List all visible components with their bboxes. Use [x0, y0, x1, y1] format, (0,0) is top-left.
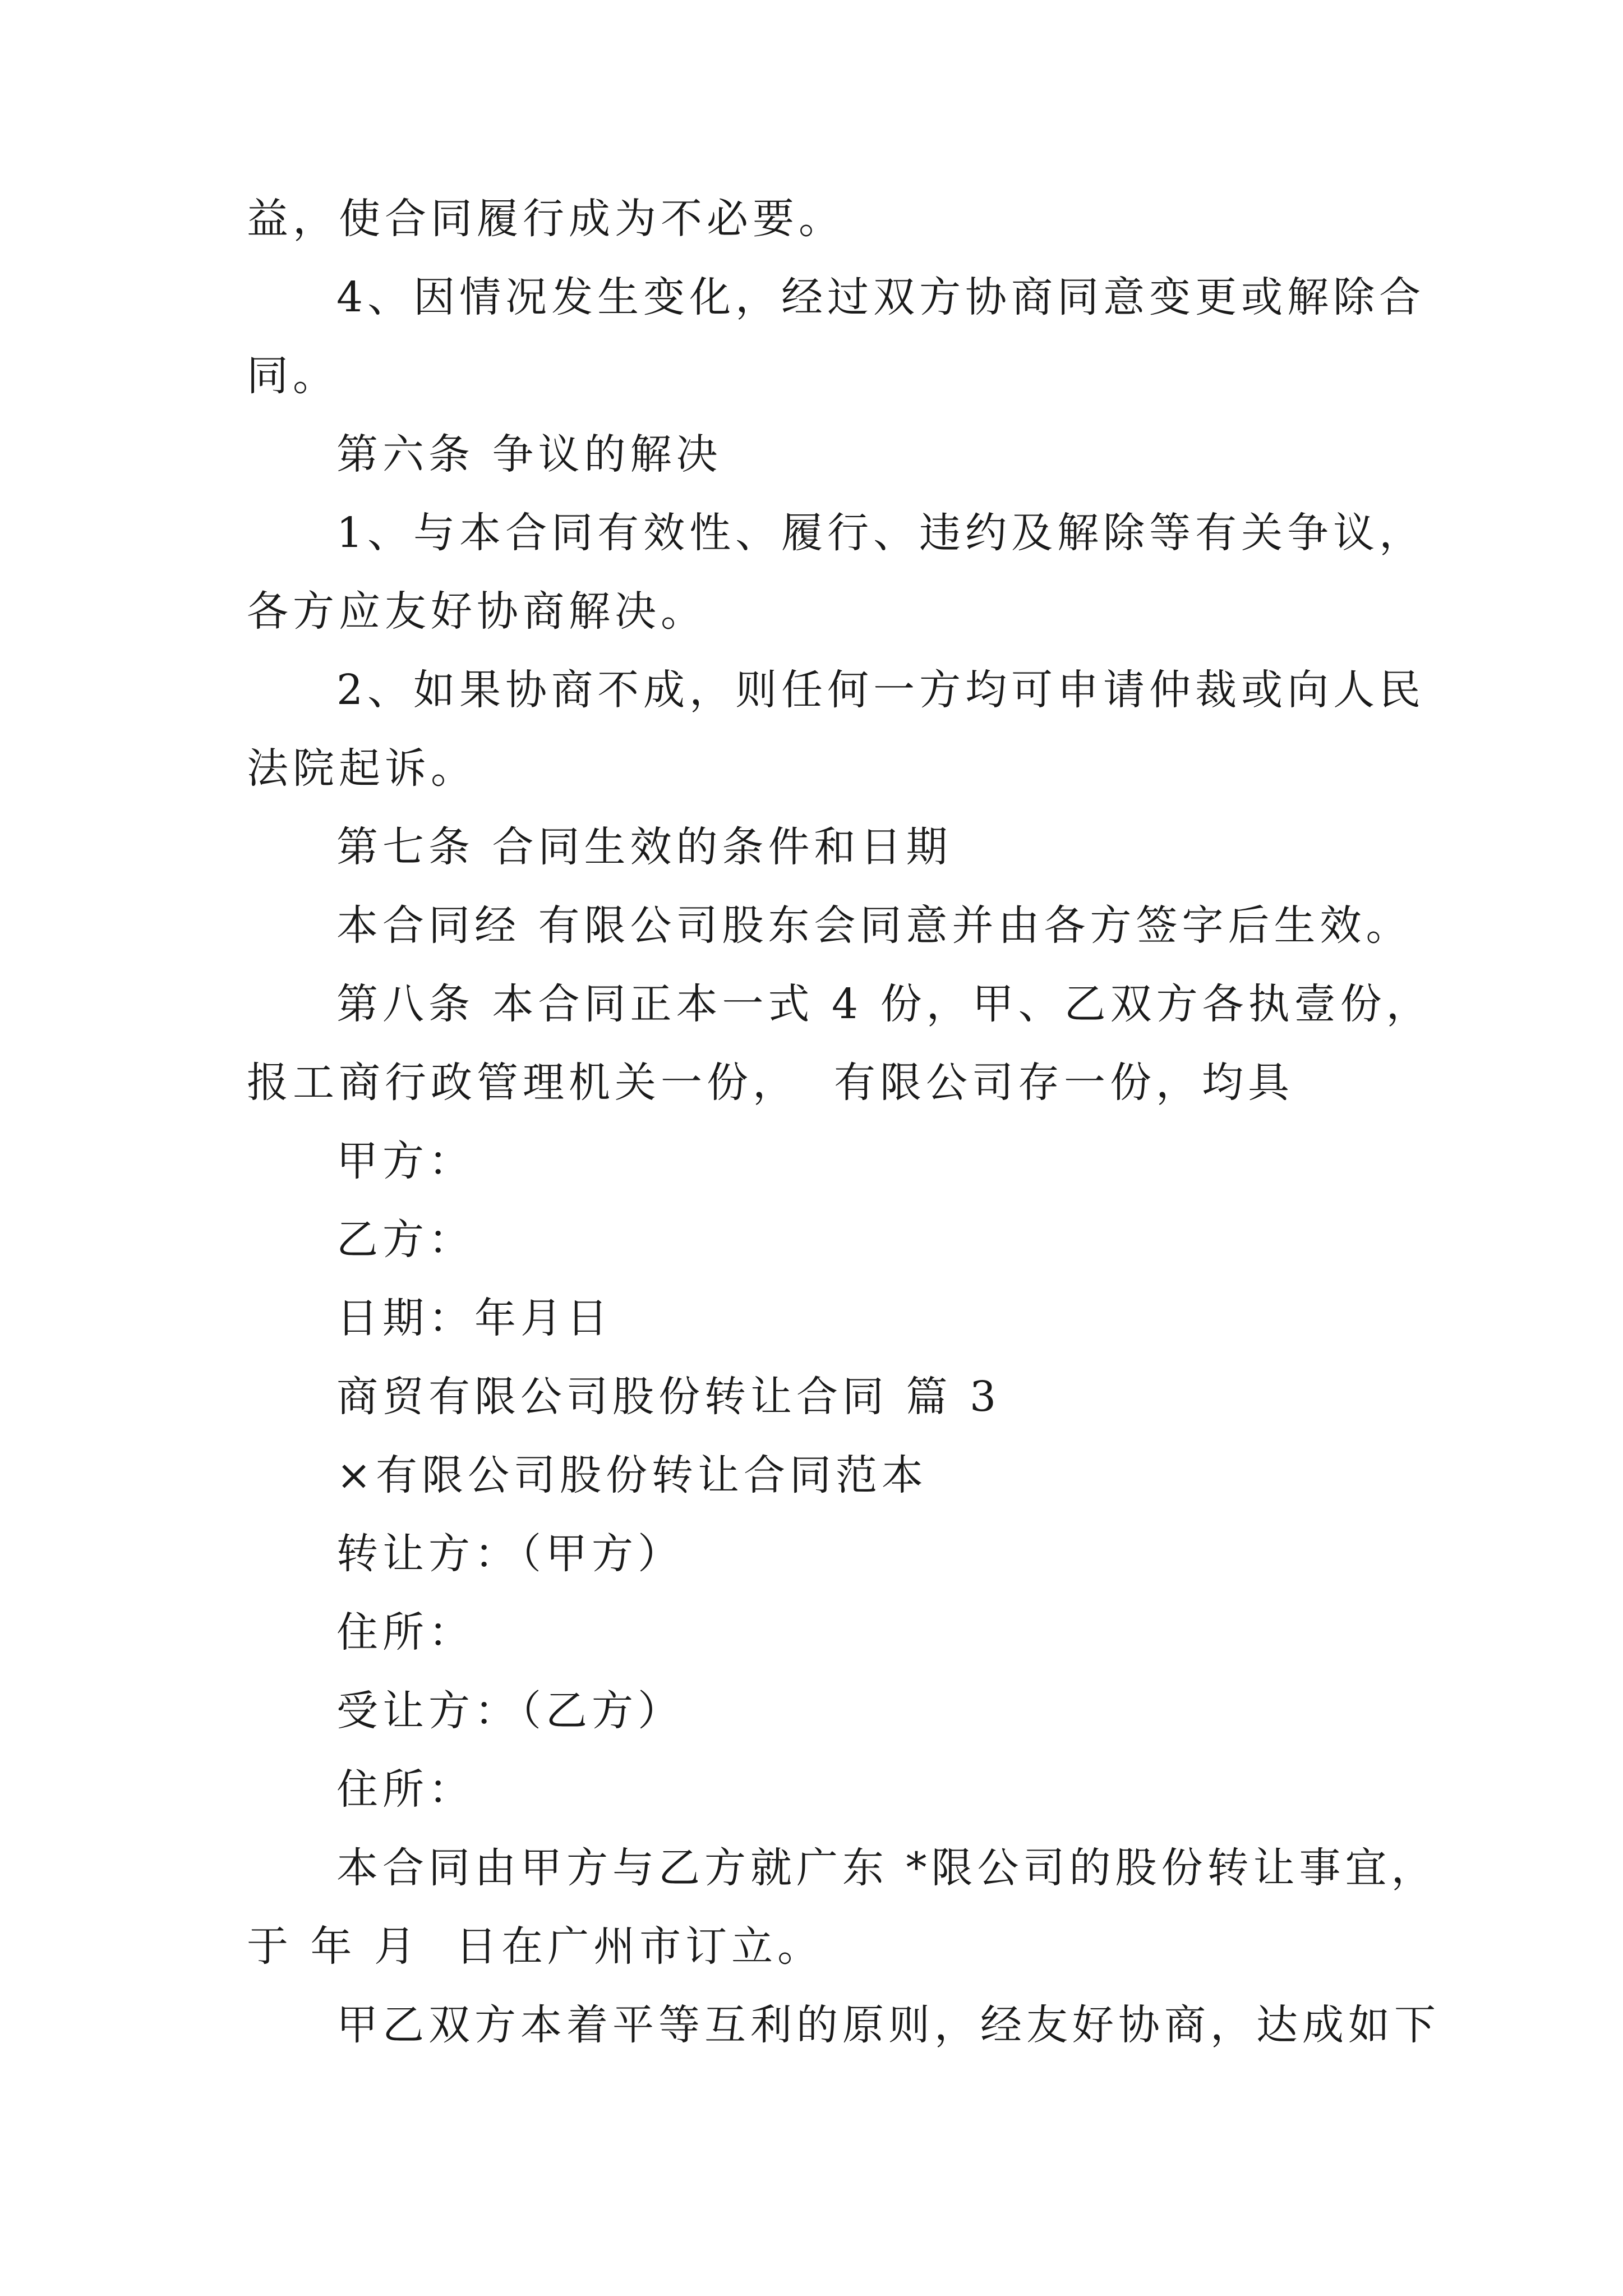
text-line: 法院起诉。: [247, 744, 477, 793]
address-label: 住所：: [336, 1608, 474, 1657]
address-label: 住所：: [336, 1765, 474, 1814]
text-line: 同。: [247, 352, 339, 400]
text-line: 本合同经 有限公司股东会同意并由各方签字后生效。: [336, 901, 1412, 950]
signature-label: 乙方：: [336, 1216, 474, 1264]
text-line: 报工商行政管理机关一份， 有限公司存一份，均具: [247, 1059, 1294, 1107]
document-title: 商贸有限公司股份转让合同 篇 3: [336, 1373, 1001, 1421]
party-label: 转让方：（甲方）: [336, 1530, 684, 1578]
text-line: 各方应友好协商解决。: [247, 587, 707, 636]
party-label: 受让方：（乙方）: [336, 1687, 684, 1735]
date-label: 日期：年月日: [336, 1294, 612, 1342]
text-line: 益，使合同履行成为不必要。: [247, 195, 845, 243]
document-subtitle: ×有限公司股份转让合同范本: [336, 1451, 928, 1499]
text-line: 1、与本合同有效性、履行、违约及解除等有关争议，: [336, 509, 1426, 557]
section-heading: 第七条 合同生效的条件和日期: [336, 823, 952, 871]
text-line: 第八条 本合同正本一式 4 份，甲、乙双方各执壹份，: [336, 980, 1432, 1028]
signature-label: 甲方：: [336, 1137, 474, 1185]
text-line: 4、因情况发生变化，经过双方协商同意变更或解除合: [336, 273, 1426, 321]
text-line: 本合同由甲方与乙方就广东 *限公司的股份转让事宜，: [336, 1844, 1437, 1892]
text-line: 甲乙双方本着平等互利的原则，经友好协商，达成如下: [336, 2001, 1440, 2049]
text-line: 2、如果协商不成，则任何一方均可申请仲裁或向人民: [336, 666, 1426, 714]
text-line: 于 年 月 日在广州市订立。: [247, 1922, 824, 1971]
section-heading: 第六条 争议的解决: [336, 430, 722, 478]
